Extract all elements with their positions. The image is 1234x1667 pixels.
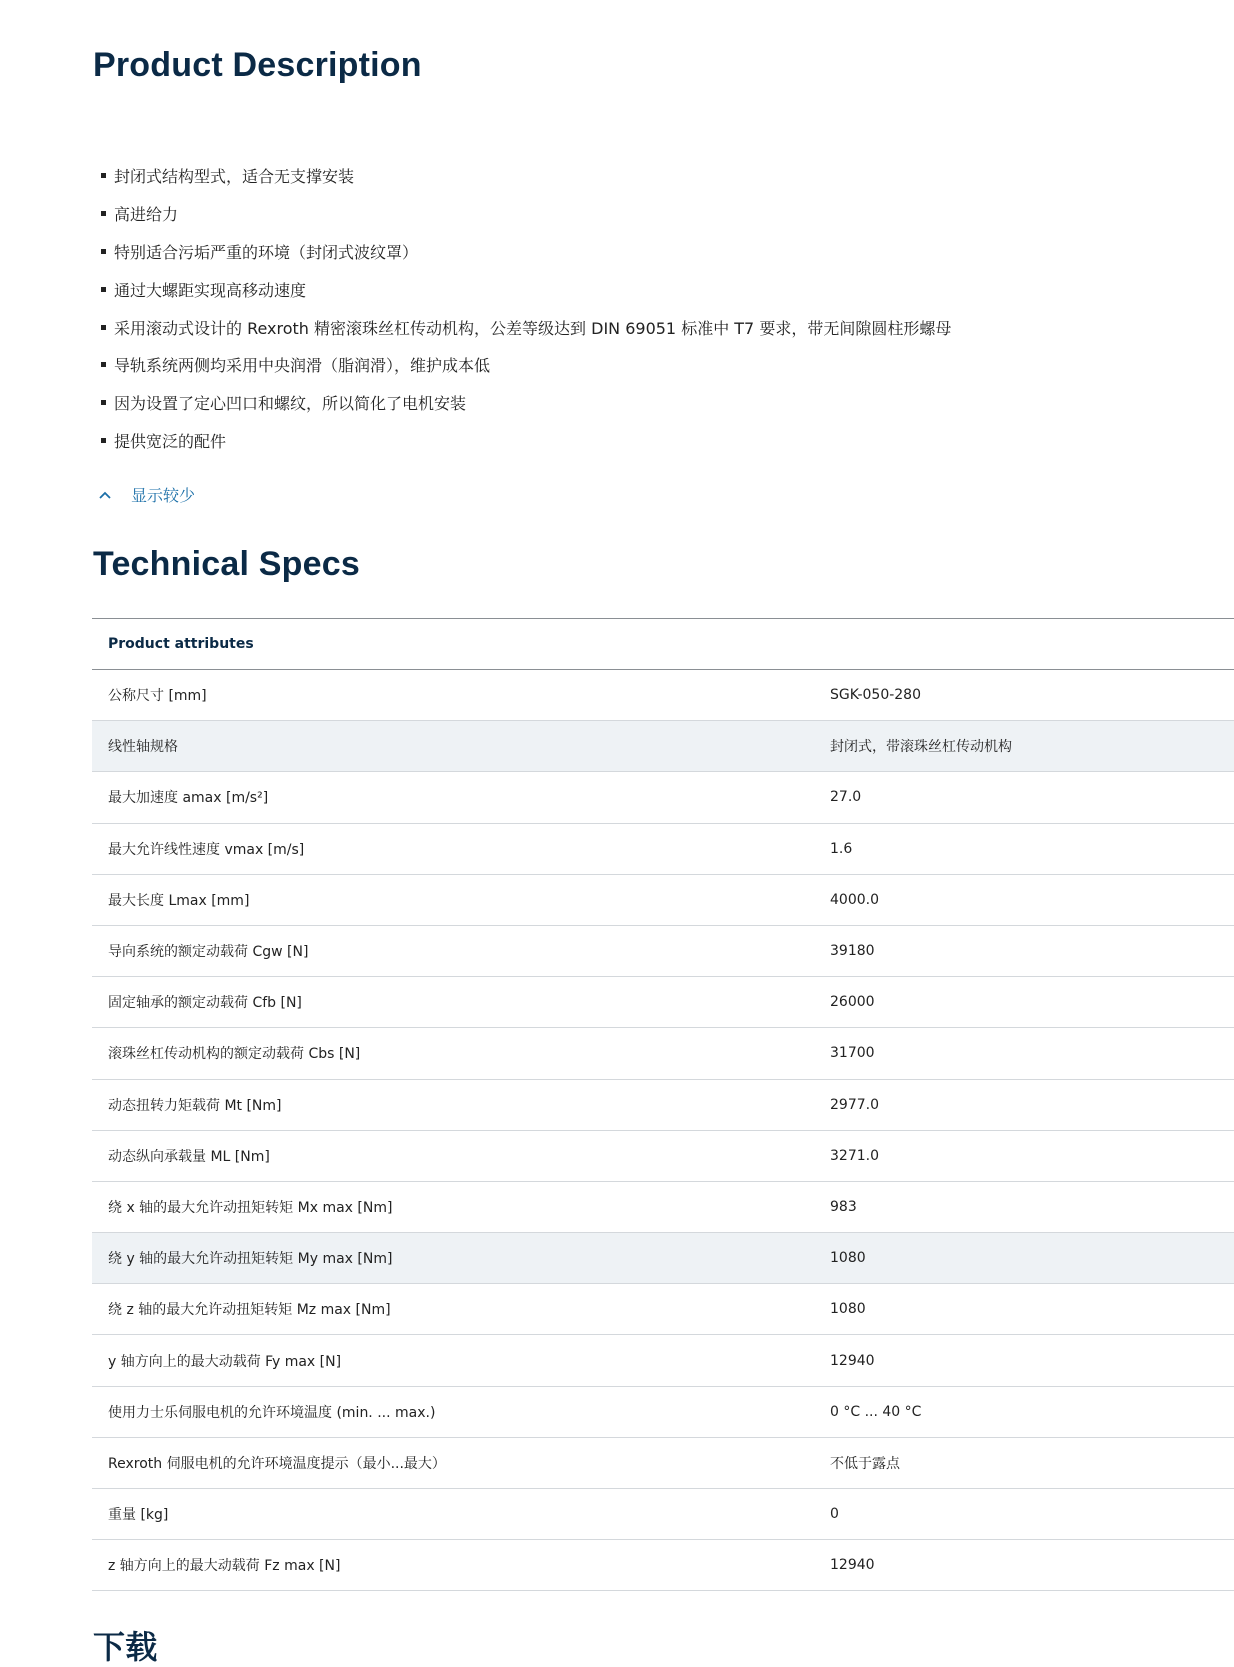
spec-value: 不低于露点 <box>830 1455 900 1472</box>
table-row <box>92 1182 1234 1233</box>
feature-item <box>93 422 951 460</box>
spec-key: 固定轴承的额定动载荷 Cfb [N] <box>108 995 302 1012</box>
bullet-icon <box>101 438 106 443</box>
feature-item <box>93 233 951 271</box>
feature-item <box>93 157 951 195</box>
bullet-icon <box>101 249 106 254</box>
feature-text: 通过大螺距实现高移动速度 <box>114 280 307 300</box>
feature-text: 提供宽泛的配件 <box>114 431 227 451</box>
table-row <box>92 772 1234 823</box>
product-description-title: Product Description <box>93 46 422 84</box>
feature-item <box>93 195 951 233</box>
spec-key: y 轴方向上的最大动载荷 Fy max [N] <box>108 1353 342 1370</box>
spec-key: 动态纵向承载量 ML [Nm] <box>108 1148 270 1165</box>
spec-value: 1080 <box>830 1250 866 1267</box>
spec-value: SGK-050-280 <box>830 687 921 704</box>
spec-key: 绕 y 轴的最大允许动扭矩转矩 My max [Nm] <box>108 1251 393 1268</box>
downloads-title: 下载 <box>93 1629 158 1665</box>
table-row <box>92 1540 1234 1591</box>
spec-key: 动态扭转力矩载荷 Mt [Nm] <box>108 1097 282 1114</box>
spec-value: 0 <box>830 1506 839 1523</box>
feature-text: 封闭式结构型式，适合无支撑安装 <box>114 167 355 187</box>
spec-table-header: Product attributes <box>92 619 1234 670</box>
table-row <box>92 1080 1234 1131</box>
bullet-icon <box>101 362 106 367</box>
spec-key: 公称尺寸 [mm] <box>108 688 207 705</box>
spec-key: 最大允许线性速度 vmax [m/s] <box>108 841 305 858</box>
spec-key: 绕 x 轴的最大允许动扭矩转矩 Mx max [Nm] <box>108 1199 393 1216</box>
bullet-icon <box>101 287 106 292</box>
feature-text: 特别适合污垢严重的环境（封闭式波纹罩） <box>114 242 419 262</box>
spec-value: 983 <box>830 1198 857 1215</box>
spec-value: 31700 <box>830 1045 875 1062</box>
spec-key: 滚珠丝杠传动机构的额定动载荷 Cbs [N] <box>108 1046 361 1063</box>
feature-text: 高进给力 <box>114 205 179 225</box>
spec-value: 3271.0 <box>830 1147 879 1164</box>
table-row <box>92 1438 1234 1489</box>
table-row <box>92 1233 1234 1284</box>
spec-key: 最大加速度 amax [m/s²] <box>108 790 269 807</box>
table-row <box>92 1131 1234 1182</box>
spec-key: 重量 [kg] <box>108 1507 169 1524</box>
table-row <box>92 875 1234 926</box>
spec-value: 39180 <box>830 943 875 960</box>
spec-key: z 轴方向上的最大动载荷 Fz max [N] <box>108 1558 341 1575</box>
feature-item <box>93 308 951 346</box>
feature-item <box>93 270 951 308</box>
spec-value: 26000 <box>830 994 875 1011</box>
table-row <box>92 977 1234 1028</box>
table-row <box>92 1387 1234 1438</box>
table-row <box>92 1335 1234 1386</box>
feature-text: 因为设置了定心凹口和螺纹，所以简化了电机安装 <box>114 394 467 414</box>
table-row <box>92 1489 1234 1540</box>
spec-value: 12940 <box>830 1557 875 1574</box>
chevron-up-icon <box>99 489 111 501</box>
spec-value: 4000.0 <box>830 891 879 908</box>
spec-value: 1.6 <box>830 840 853 857</box>
spec-value: 2977.0 <box>830 1096 879 1113</box>
feature-item <box>93 346 951 384</box>
spec-value: 1080 <box>830 1301 866 1318</box>
spec-key: 绕 z 轴的最大允许动扭矩转矩 Mz max [Nm] <box>108 1302 391 1319</box>
spec-key: 使用力士乐伺服电机的允许环境温度 (min. ... max.) <box>108 1404 436 1421</box>
spec-value: 封闭式，带滚珠丝杠传动机构 <box>830 739 1012 756</box>
spec-value: 27.0 <box>830 789 862 806</box>
spec-key: 最大长度 Lmax [mm] <box>108 892 250 909</box>
spec-value: 0 °C ... 40 °C <box>830 1403 922 1420</box>
spec-value: 12940 <box>830 1352 875 1369</box>
table-row <box>92 1284 1234 1335</box>
show-less-label: 显示较少 <box>131 486 196 505</box>
show-less-button[interactable] <box>99 483 195 506</box>
feature-text: 采用滚动式设计的 Rexroth 精密滚珠丝杠传动机构，公差等级达到 DIN 69051 标准中 T7 要求，带无间隙圆柱形螺母 <box>114 318 952 338</box>
spec-table <box>92 618 1234 1591</box>
table-row <box>92 926 1234 977</box>
technical-specs-title: Technical Specs <box>93 545 360 583</box>
bullet-icon <box>101 325 106 330</box>
table-row <box>92 670 1234 721</box>
feature-list <box>93 157 951 459</box>
spec-key: 导向系统的额定动载荷 Cgw [N] <box>108 944 309 961</box>
table-row <box>92 721 1234 772</box>
table-row <box>92 824 1234 875</box>
feature-text: 导轨系统两侧均采用中央润滑（脂润滑），维护成本低 <box>114 356 491 376</box>
table-row <box>92 1028 1234 1079</box>
bullet-icon <box>101 400 106 405</box>
spec-key: Rexroth 伺服电机的允许环境温度提示（最小...最大） <box>108 1455 446 1472</box>
bullet-icon <box>101 173 106 178</box>
bullet-icon <box>101 211 106 216</box>
feature-item <box>93 384 951 422</box>
spec-key: 线性轴规格 <box>108 739 178 756</box>
